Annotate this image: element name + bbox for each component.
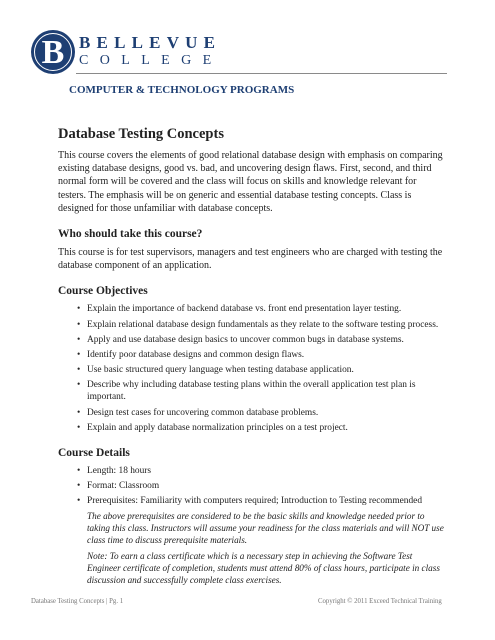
logo-badge	[31, 30, 75, 74]
logo-letter: B	[41, 34, 65, 71]
course-title: Database Testing Concepts	[58, 126, 224, 142]
header-divider	[76, 73, 447, 74]
details-heading: Course Details	[58, 446, 130, 459]
list-item: • Explain and apply database normalization principles on a test project.	[77, 422, 446, 434]
footer-page-label: Database Testing Concepts | Pg. 1	[31, 598, 124, 605]
audience-heading: Who should take this course?	[58, 228, 203, 241]
list-item: • Apply and use database design basics to uncover common bugs in database systems.	[77, 334, 446, 346]
objectives-list	[58, 303, 446, 433]
audience-text: This course is for test supervisors, managers and test engineers who are charged with testing the database component of an application.	[58, 247, 443, 272]
course-content	[58, 126, 446, 590]
list-item: • Prerequisites: Familiarity with computers required; Introduction to Testing recommended	[77, 495, 446, 507]
list-item: • Identify poor database designs and common design flaws.	[77, 349, 446, 361]
list-item: • Describe why including database testing plans within the overall application test plan is important.	[77, 379, 446, 403]
footer-copyright: Copyright © 2011 Exceed Technical Training	[318, 598, 442, 605]
list-item: • Explain relational database design fundamentals as they relate to the software testing process.	[77, 319, 446, 331]
course-description: This course covers the elements of good relational database design with emphasis on comparing existing database designs, good vs. bad, and uncovering design flaws. First, second, and third normal form will be covered and the class will focus on skills and knowledge relevant for testers. The emphasis will be on generic and essential database testing concepts. Class is designed for those unfamiliar with database concepts.	[58, 150, 443, 214]
objectives-heading: Course Objectives	[58, 285, 148, 298]
prerequisite-note: The above prerequisites are considered to be the basic skills and knowledge needed prior to taking this class. Instructors will assume your readiness for the class materials and will NOT use class time to discuss prerequisite materials.	[87, 511, 444, 546]
brand-name: BELLEVUE	[79, 33, 222, 52]
list-item: • Length: 18 hours	[77, 465, 446, 477]
brand-subname: COLLEGE	[79, 53, 223, 68]
list-item: • Format: Classroom	[77, 480, 446, 492]
list-item: • Use basic structured query language when testing database application.	[77, 364, 446, 376]
list-item: • Explain the importance of backend database vs. front end presentation layer testing.	[77, 303, 446, 315]
list-item: • Design test cases for uncovering common database problems.	[77, 407, 446, 419]
certificate-note: Note: To earn a class certificate which is a necessary step in achieving the Software Test Engineer certificate of completion, students must attend 80% of class hours, participate in class discussion and successfully complete class exercises.	[87, 551, 440, 586]
details-list	[58, 465, 446, 507]
department-title: COMPUTER & TECHNOLOGY PROGRAMS	[69, 84, 295, 96]
